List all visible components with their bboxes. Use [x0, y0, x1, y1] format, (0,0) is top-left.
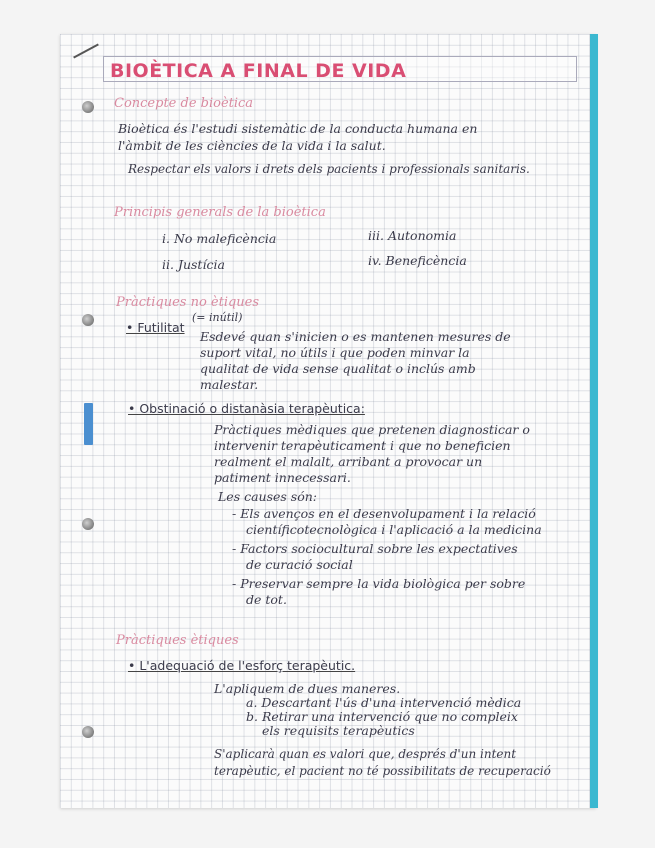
text-line: suport vital, no útils i que poden minvar la	[200, 345, 470, 360]
subheading: • Futilitat	[126, 320, 185, 335]
section-heading: Pràctiques no ètiques	[116, 295, 260, 310]
list-item: científicotecnològica i l'aplicació a la medicina	[246, 522, 542, 537]
binder-hole	[82, 726, 94, 738]
section-heading: Concepte de bioètica	[114, 96, 254, 111]
list-item: - Els avenços en el desenvolupament i la relació	[232, 506, 536, 521]
page-title: BIOÈTICA A FINAL DE VIDA	[110, 60, 407, 82]
list-item: iv. Beneficència	[368, 253, 467, 268]
annotation: (= inútil)	[192, 311, 243, 324]
list-item: els requisits terapèutics	[262, 723, 415, 738]
list-item: - Factors sociocultural sobre les expectatives	[232, 541, 518, 556]
text-line: terapèutic, el pacient no té possibilitats de recuperació	[214, 764, 551, 778]
text-line: Les causes són:	[218, 489, 317, 504]
text-line: qualitat de vida sense qualitat o inclús amb	[200, 361, 476, 376]
text-line: Respectar els valors i drets dels pacients i professionals sanitaris.	[128, 162, 530, 176]
list-item: - Preservar sempre la vida biològica per sobre	[232, 576, 526, 591]
text-line: intervenir terapèuticament i que no beneficien	[214, 438, 511, 453]
text-line: Pràctiques mèdiques que pretenen diagnosticar o	[214, 422, 530, 437]
list-item: a. Descartant l'ús d'una intervenció mèdica	[246, 695, 522, 710]
binder-hole	[82, 314, 94, 326]
list-item: de tot.	[246, 592, 287, 607]
binder-hole	[82, 101, 94, 113]
text-line: Bioètica és l'estudi sistemàtic de la conducta humana en	[118, 121, 478, 136]
text-line: realment el malalt, arribant a provocar un	[214, 454, 483, 469]
text-line: patiment innecessari.	[214, 470, 351, 485]
page-edge	[590, 34, 598, 808]
text-line: Esdevé quan s'inicien o es mantenen mesures de	[200, 329, 511, 344]
text-line: S'aplicarà quan es valori que, després d'un intent	[214, 747, 517, 761]
section-heading: Pràctiques ètiques	[116, 633, 239, 648]
list-item: b. Retirar una intervenció que no compleix	[246, 709, 518, 724]
section-heading: Principis generals de la bioètica	[114, 205, 326, 220]
subheading: • Obstinació o distanàsia terapèutica:	[128, 401, 365, 416]
text-line: l'àmbit de les ciències de la vida i la salut.	[118, 138, 386, 153]
page-tab	[84, 403, 93, 445]
subheading: • L'adequació de l'esforç terapèutic.	[128, 658, 356, 673]
list-item: ii. Justícia	[162, 257, 225, 272]
text-line: malestar.	[200, 377, 259, 392]
list-item: de curació social	[246, 557, 353, 572]
binder-hole	[82, 518, 94, 530]
list-item: iii. Autonomia	[368, 228, 457, 243]
list-item: i. No maleficència	[162, 231, 277, 246]
text-line: L'apliquem de dues maneres.	[214, 681, 401, 696]
